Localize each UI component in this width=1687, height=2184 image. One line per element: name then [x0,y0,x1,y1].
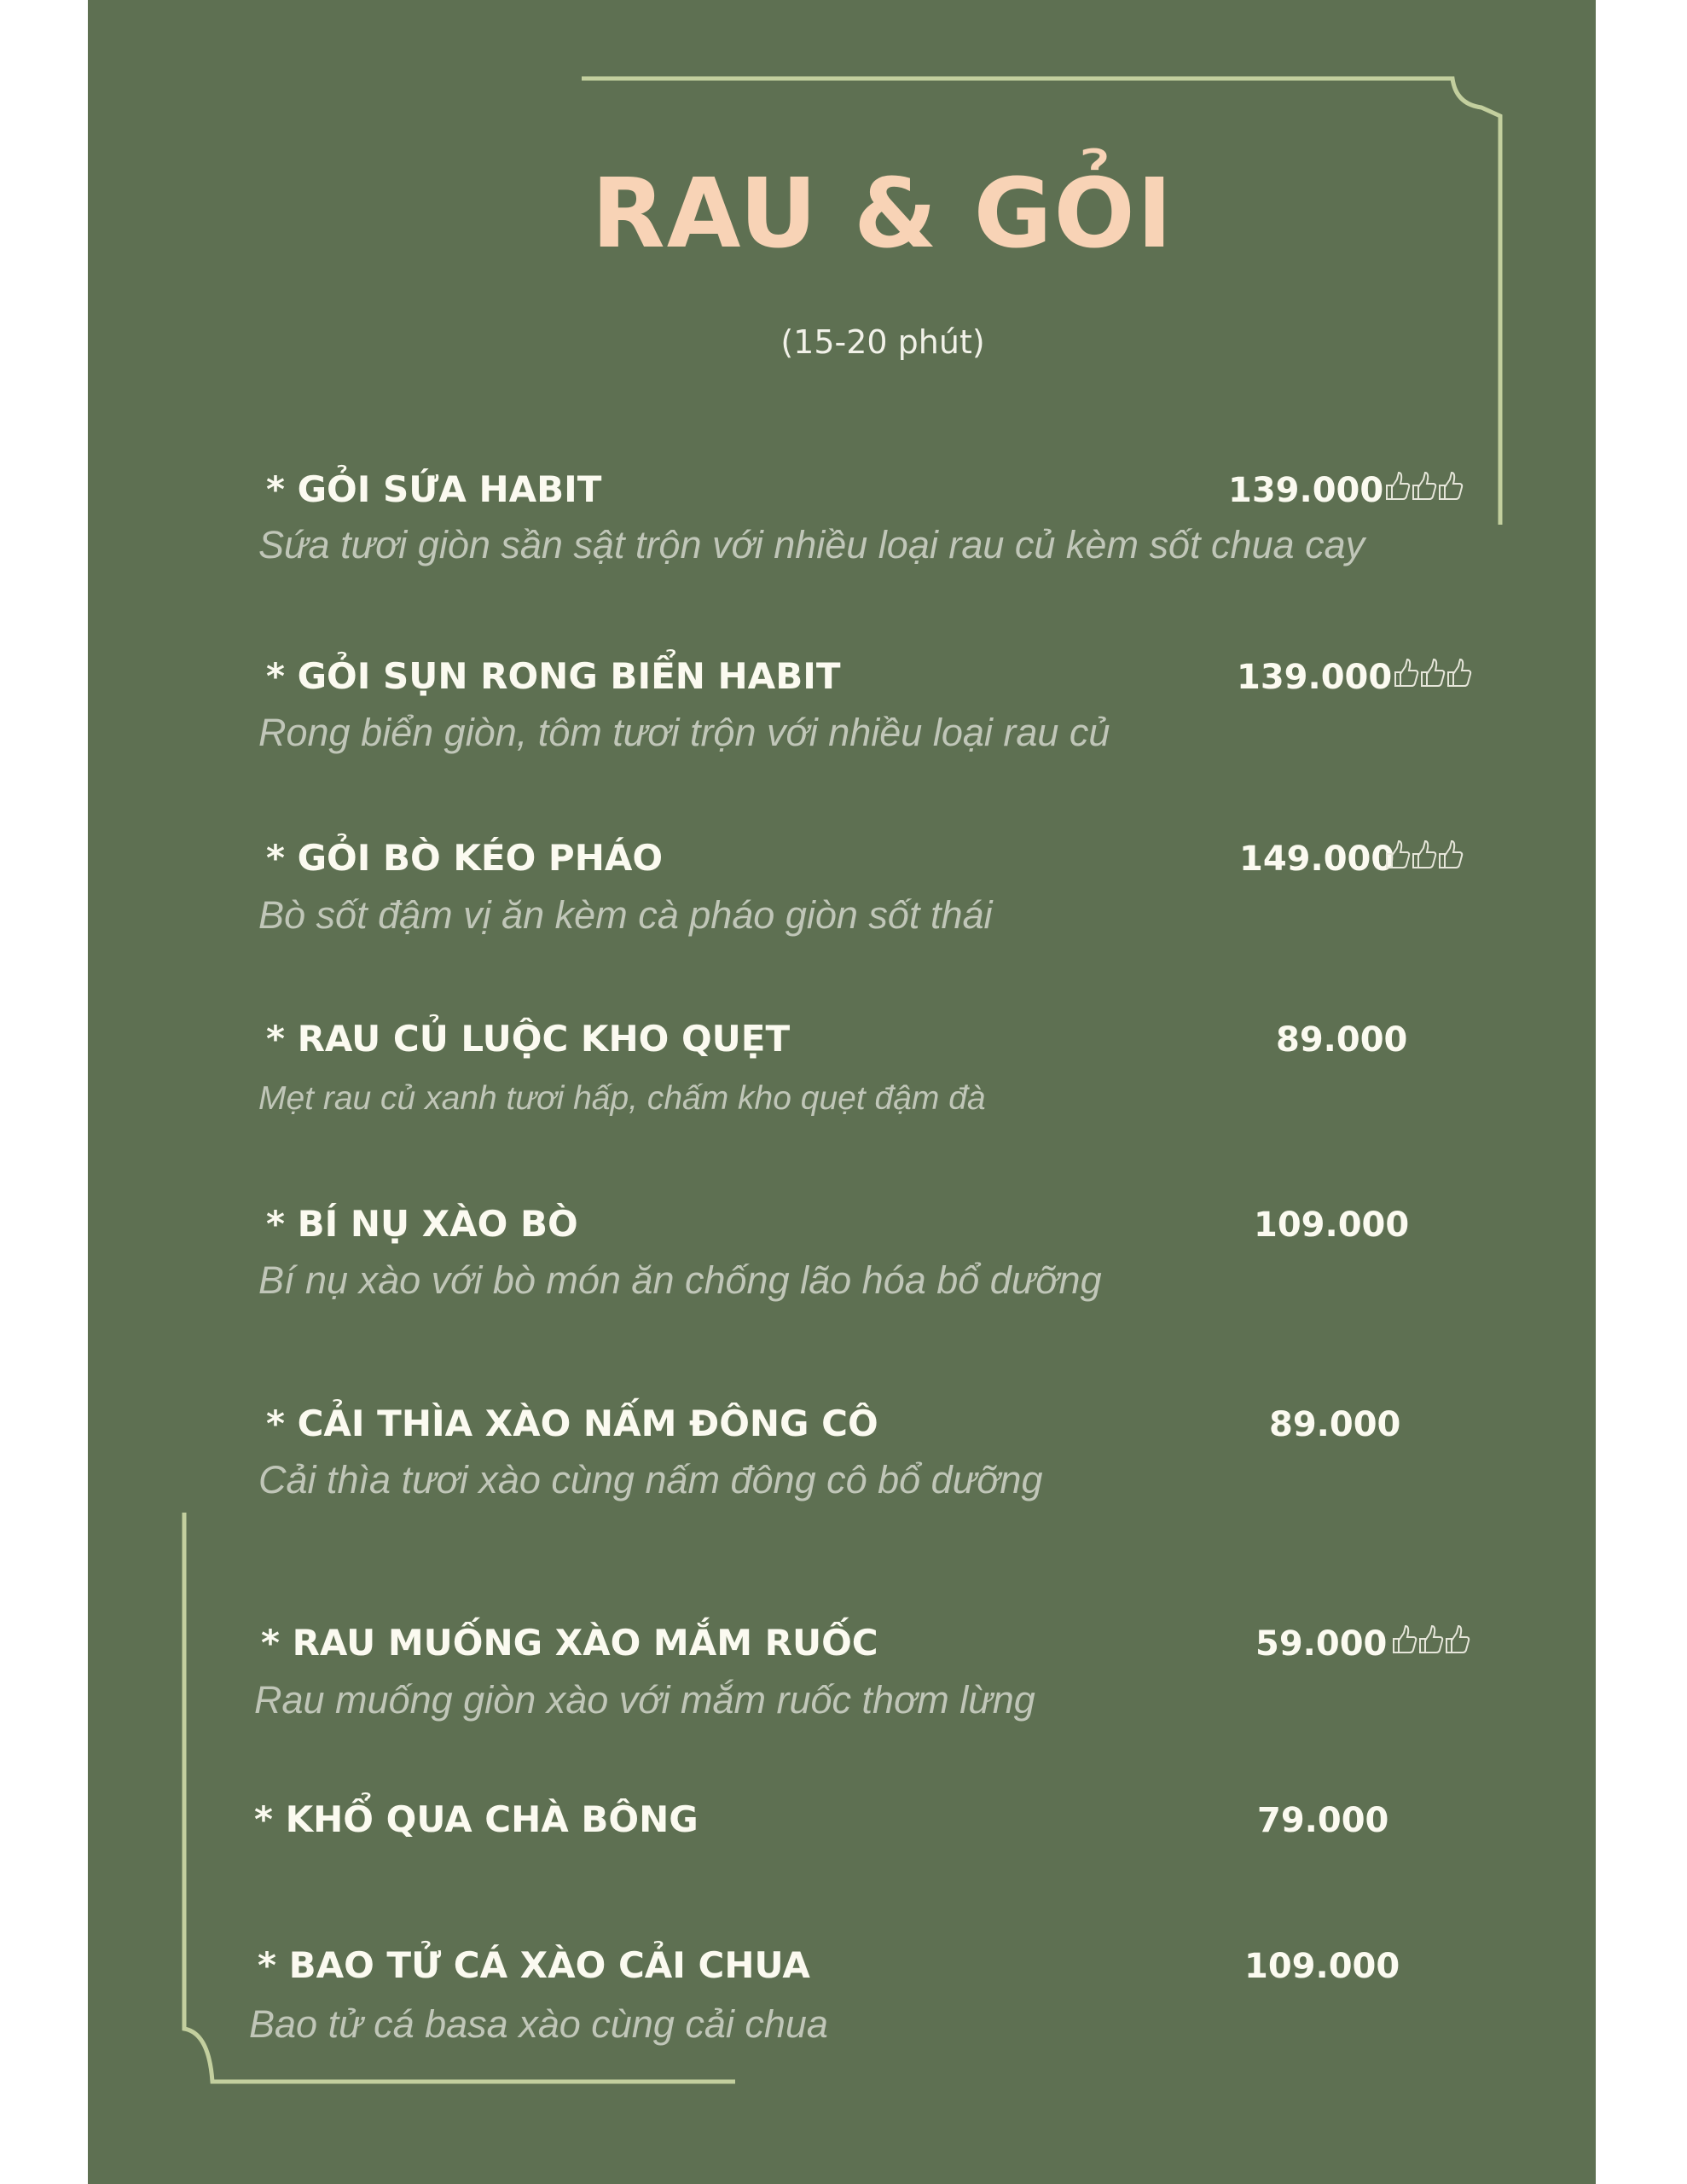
item-description: Sứa tươi giòn sần sật trộn với nhiều loại rau củ kèm sốt chua cay [258,523,1365,566]
item-name: * CẢI THÌA XÀO NẤM ĐÔNG CÔ [266,1403,878,1444]
item-name: * BAO TỬ CÁ XÀO CẢI CHUA [258,1944,810,1986]
item-price: 149.000 [1239,839,1395,879]
item-price: 89.000 [1269,1405,1401,1444]
item-description: Rau muống giòn xào với mắm ruốc thơm lừng [254,1678,1035,1722]
frame-top-right-border [582,78,1500,525]
frame-bottom-left-border [184,1513,735,2082]
thumbs-up-icon [1390,1624,1471,1655]
item-description: Mẹt rau củ xanh tươi hấp, chấm kho quẹt đậm đà [258,1080,986,1117]
item-name: * GỎI SỨA HABIT [266,468,602,510]
item-description: Bí nụ xào với bò món ăn chống lão hóa bổ dưỡng [258,1258,1102,1302]
item-description: Rong biển giòn, tôm tươi trộn với nhiều loại rau củ [258,711,1110,754]
section-subtitle: (15-20 phút) [780,323,985,361]
item-price: 109.000 [1254,1205,1410,1245]
item-price: 139.000 [1237,658,1393,697]
section-title: RAU & GỎI [591,159,1174,270]
item-price: 109.000 [1244,1947,1400,1986]
thumbs-up-icon [1392,658,1473,688]
thumbs-up-icon [1383,471,1464,502]
item-price: 79.000 [1257,1801,1389,1840]
item-description: Bò sốt đậm vị ăn kèm cà pháo giòn sốt thái [258,893,993,937]
item-description: Bao tử cá basa xào cùng cải chua [249,2002,828,2046]
item-name: * KHỔ QUA CHÀ BÔNG [254,1798,699,1840]
item-price: 139.000 [1228,471,1384,510]
item-name: * BÍ NỤ XÀO BÒ [266,1203,578,1245]
thumbs-up-icon [1383,839,1464,870]
item-name: * GỎI SỤN RONG BIỂN HABIT [266,655,841,697]
item-description: Cải thìa tươi xào cùng nấm đông cô bổ dưỡng [258,1458,1043,1502]
item-name: * RAU CỦ LUỘC KHO QUẸT [266,1018,791,1060]
item-price: 89.000 [1276,1020,1408,1060]
item-price: 59.000 [1255,1624,1388,1664]
item-name: * GỎI BÒ KÉO PHÁO [266,837,664,879]
item-name: * RAU MUỐNG XÀO MẮM RUỐC [261,1622,878,1664]
